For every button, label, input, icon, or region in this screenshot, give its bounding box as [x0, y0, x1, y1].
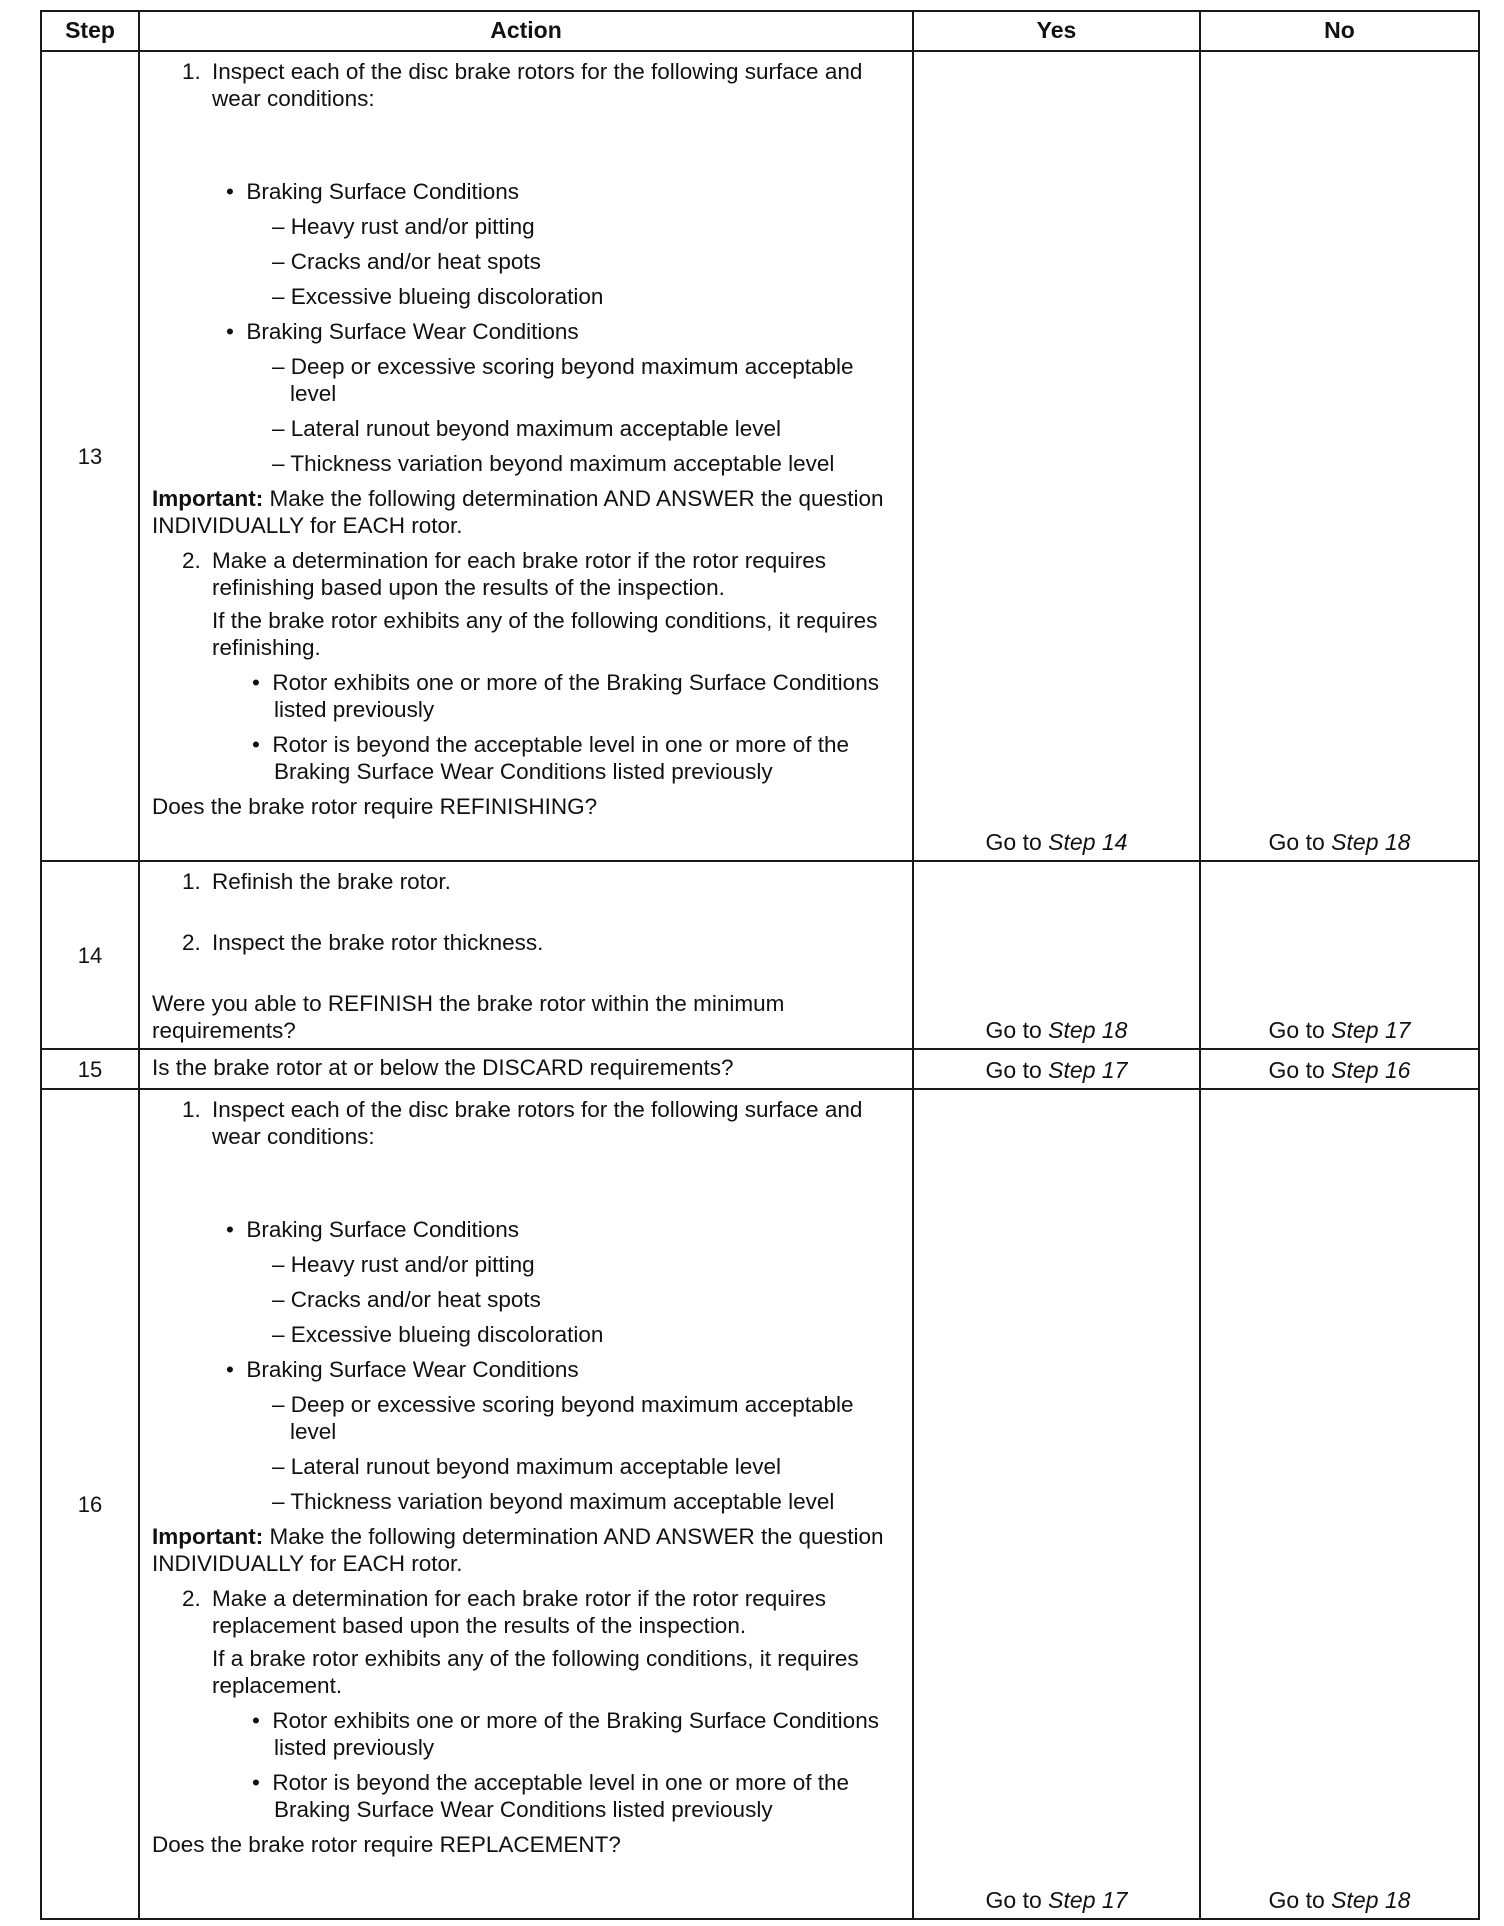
question: Were you able to REFINISH the brake rotor within the minimum requirements?	[152, 991, 785, 1043]
dash-item: – Heavy rust and/or pitting	[272, 1252, 535, 1277]
dash-item: – Heavy rust and/or pitting	[272, 214, 535, 239]
step-number: 15	[41, 1049, 139, 1089]
condition-intro: If a brake rotor exhibits any of the following conditions, it requires replacement.	[212, 1646, 859, 1698]
condition-bullet: • Rotor exhibits one or more of the Braking Surface Conditions listed previously	[252, 670, 879, 722]
dash-item: – Cracks and/or heat spots	[272, 249, 541, 274]
dash-item: – Thickness variation beyond maximum acceptable level	[272, 1489, 835, 1514]
yes-cell: Go to Step 14	[913, 51, 1200, 861]
step-row-14	[41, 861, 1479, 1049]
instruction-1: 1. Inspect each of the disc brake rotors for the following surface and wear conditions:	[182, 59, 863, 111]
question: Does the brake rotor require REPLACEMENT?	[152, 1832, 621, 1857]
diagnostic-table	[40, 10, 1480, 1920]
yes-step-link: Step 14	[1048, 829, 1128, 855]
dash-item: – Cracks and/or heat spots	[272, 1287, 541, 1312]
no-cell: Go to Step 17	[1200, 861, 1479, 1049]
no-step-link: Step 16	[1331, 1057, 1411, 1083]
header-step: Step	[41, 11, 139, 51]
yes-step-link: Step 17	[1048, 1887, 1128, 1913]
yes-step-link: Step 18	[1048, 1017, 1128, 1043]
yes-step-link: Step 17	[1048, 1057, 1128, 1083]
instruction-1: 1. Inspect each of the disc brake rotors for the following surface and wear conditions:	[182, 1097, 863, 1149]
instruction-2: 2. Inspect the brake rotor thickness.	[182, 930, 544, 955]
instruction-2: 2. Make a determination for each brake rotor if the rotor requires replacement based upon the results of the inspection.	[182, 1586, 827, 1638]
header-yes: Yes	[913, 11, 1200, 51]
dash-item: – Thickness variation beyond maximum acceptable level	[272, 451, 835, 476]
step-row-15	[41, 1049, 1479, 1089]
yes-cell: Go to Step 17	[913, 1089, 1200, 1919]
action-cell	[139, 1089, 913, 1919]
action-cell	[139, 51, 913, 861]
dash-item: – Deep or excessive scoring beyond maximum acceptable level	[272, 1392, 854, 1444]
dash-item: – Excessive blueing discoloration	[272, 1322, 604, 1347]
important-note: Important: Make the following determination AND ANSWER the question INDIVIDUALLY for EACH rotor.	[152, 1524, 884, 1576]
yes-cell: Go to Step 18	[913, 861, 1200, 1049]
step-number: 13	[41, 51, 139, 861]
action-cell	[139, 1049, 913, 1089]
dash-item: – Lateral runout beyond maximum acceptable level	[272, 1454, 782, 1479]
header-row	[41, 11, 1479, 51]
action-cell	[139, 861, 913, 1049]
bullet-wear-conditions: • Braking Surface Wear Conditions	[226, 1357, 579, 1382]
no-cell: Go to Step 16	[1200, 1049, 1479, 1089]
step-row-13	[41, 51, 1479, 861]
no-step-link: Step 18	[1331, 829, 1411, 855]
no-step-link: Step 17	[1331, 1017, 1411, 1043]
no-step-link: Step 18	[1331, 1887, 1411, 1913]
condition-bullet: • Rotor exhibits one or more of the Braking Surface Conditions listed previously	[252, 1708, 879, 1760]
bullet-wear-conditions: • Braking Surface Wear Conditions	[226, 319, 579, 344]
no-cell: Go to Step 18	[1200, 1089, 1479, 1919]
header-action: Action	[139, 11, 913, 51]
dash-item: – Excessive blueing discoloration	[272, 284, 604, 309]
condition-bullet: • Rotor is beyond the acceptable level in one or more of the Braking Surface Wear Conditions listed previously	[252, 732, 849, 784]
important-note: Important: Make the following determination AND ANSWER the question INDIVIDUALLY for EACH rotor.	[152, 486, 884, 538]
dash-item: – Deep or excessive scoring beyond maximum acceptable level	[272, 354, 854, 406]
instruction-1: 1. Refinish the brake rotor.	[182, 869, 451, 894]
yes-cell: Go to Step 17	[913, 1049, 1200, 1089]
question: Is the brake rotor at or below the DISCARD requirements?	[152, 1055, 734, 1080]
header-no: No	[1200, 11, 1479, 51]
question: Does the brake rotor require REFINISHING?	[152, 794, 598, 819]
step-number: 14	[41, 861, 139, 1049]
bullet-surface-conditions: • Braking Surface Conditions	[226, 179, 520, 204]
step-row-16	[41, 1089, 1479, 1919]
condition-bullet: • Rotor is beyond the acceptable level in one or more of the Braking Surface Wear Conditions listed previously	[252, 1770, 849, 1822]
no-cell: Go to Step 18	[1200, 51, 1479, 861]
dash-item: – Lateral runout beyond maximum acceptable level	[272, 416, 782, 441]
condition-intro: If the brake rotor exhibits any of the following conditions, it requires refinishing.	[212, 608, 878, 660]
bullet-surface-conditions: • Braking Surface Conditions	[226, 1217, 520, 1242]
instruction-2: 2. Make a determination for each brake rotor if the rotor requires refinishing based upon the results of the inspection.	[182, 548, 827, 600]
step-number: 16	[41, 1089, 139, 1919]
